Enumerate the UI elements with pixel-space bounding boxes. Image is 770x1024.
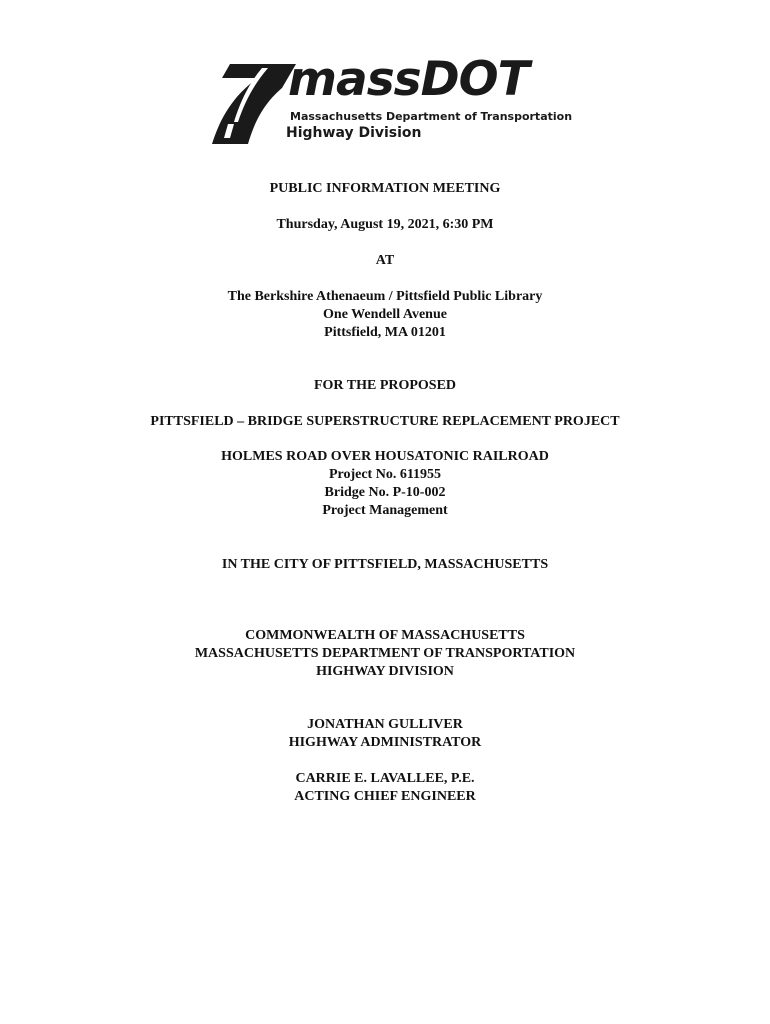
project-location: HOLMES ROAD OVER HOUSATONIC RAILROAD [221,449,549,464]
venue-city: Pittsfield, MA 01201 [324,325,446,340]
official-name: CARRIE E. LAVALLEE, P.E. [295,771,475,786]
official-name: JONATHAN GULLIVER [307,717,463,732]
official-title: ACTING CHIEF ENGINEER [294,789,476,804]
venue-name: The Berkshire Athenaeum / Pittsfield Public Library [227,289,543,304]
meeting-datetime: Thursday, August 19, 2021, 6:30 PM [276,217,494,232]
official-title: HIGHWAY ADMINISTRATOR [288,735,482,750]
agency-department: MASSACHUSETTS DEPARTMENT OF TRANSPORTATION [194,646,576,661]
city-line: IN THE CITY OF PITTSFIELD, MASSACHUSETTS [221,557,549,572]
project-management: Project Management [322,503,448,518]
for-the-proposed: FOR THE PROPOSED [313,378,457,393]
meeting-at: AT [375,253,395,268]
logo-wordmark: massDOT [288,52,529,107]
venue-street: One Wendell Avenue [323,307,447,322]
bridge-number: Bridge No. P-10-002 [324,485,446,500]
agency-division: HIGHWAY DIVISION [316,664,454,679]
logo-subtitle-division: Highway Division [286,125,422,141]
meeting-title: PUBLIC INFORMATION MEETING [269,181,501,196]
project-number: Project No. 611955 [328,467,442,482]
logo-subtitle-department: Massachusetts Department of Transportation [290,110,573,123]
road-swoosh-icon [208,62,298,146]
agency-commonwealth: COMMONWEALTH OF MASSACHUSETTS [245,628,525,643]
massdot-logo [208,52,573,146]
project-name: PITTSFIELD – BRIDGE SUPERSTRUCTURE REPLACEMENT PROJECT [150,414,620,429]
